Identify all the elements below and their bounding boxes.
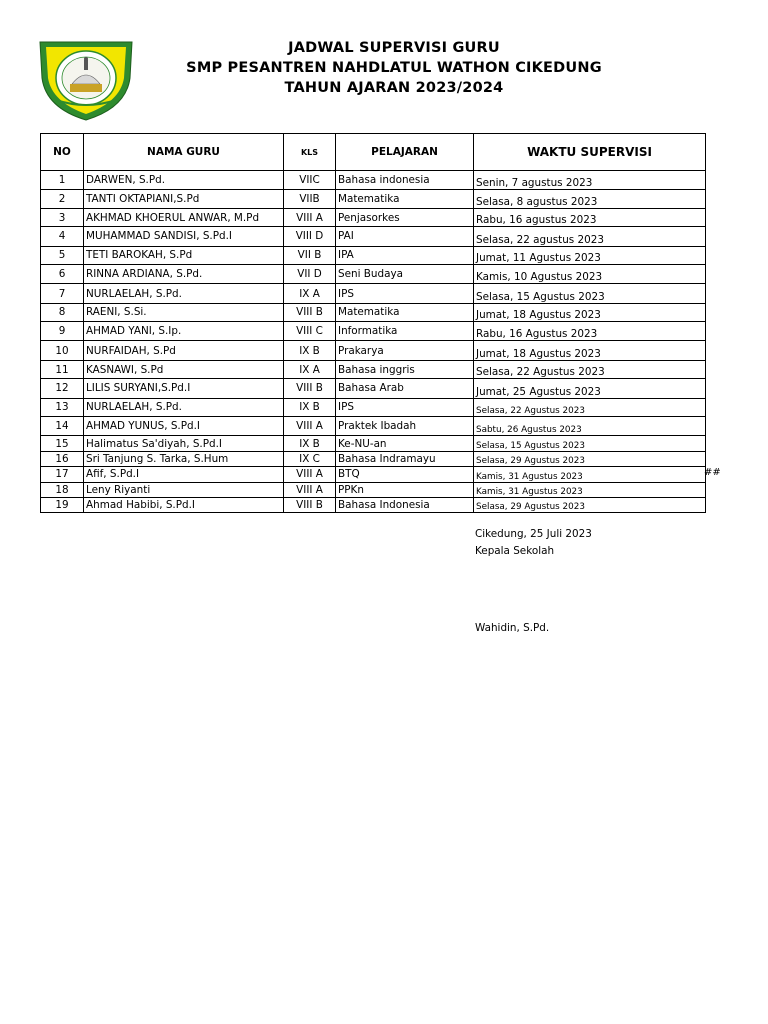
cell-pelajaran: Bahasa indonesia [336,171,474,190]
cell-waktu: Selasa, 22 agustus 2023 [474,227,706,246]
cell-kls: VII D [284,265,336,284]
cell-waktu: Kamis, 10 Agustus 2023 [474,265,706,284]
cell-waktu: Kamis, 31 Agustus 2023 [474,467,706,482]
table-row [41,467,706,482]
table-row [41,379,706,398]
table-row [41,208,706,227]
cell-waktu: Selasa, 15 Agustus 2023 [474,284,706,303]
signature-role: Kepala Sekolah [475,545,555,557]
cell-pelajaran: Penjasorkes [336,208,474,227]
table-row [41,322,706,341]
table-row [41,265,706,284]
title-line-3: TAHUN AJARAN 2023/2024 [284,80,504,96]
cell-kls: VII B [284,246,336,265]
cell-nama-guru: Afif, S.Pd.I [84,467,284,482]
header-kls: KLS [284,134,336,171]
cell-nama-guru: Sri Tanjung S. Tarka, S.Hum [84,451,284,466]
table-row [41,482,706,497]
cell-no: 15 [41,436,84,451]
cell-no: 6 [41,265,84,284]
table-row [41,341,706,360]
cell-no: 13 [41,398,84,417]
cell-kls: VIIC [284,171,336,190]
cell-nama-guru: NURFAIDAH, S.Pd [84,341,284,360]
cell-pelajaran: IPA [336,246,474,265]
cell-no: 9 [41,322,84,341]
cell-pelajaran: IPS [336,284,474,303]
cell-waktu: Kamis, 31 Agustus 2023 [474,482,706,497]
header-pelajaran: PELAJARAN [336,134,474,171]
cell-no: 17 [41,467,84,482]
table-row [41,189,706,208]
cell-kls: VIII C [284,322,336,341]
cell-no: 18 [41,482,84,497]
table-header-row [41,134,706,171]
cell-kls: IX B [284,341,336,360]
cell-kls: IX A [284,360,336,379]
cell-waktu: Selasa, 22 Agustus 2023 [474,360,706,379]
cell-no: 11 [41,360,84,379]
cell-no: 1 [41,171,84,190]
cell-no: 12 [41,379,84,398]
cell-pelajaran: Matematika [336,303,474,322]
cell-pelajaran: Ke-NU-an [336,436,474,451]
cell-kls: VIII D [284,227,336,246]
cell-no: 10 [41,341,84,360]
cell-nama-guru: MUHAMMAD SANDISI, S.Pd.I [84,227,284,246]
cell-pelajaran: Bahasa Arab [336,379,474,398]
signature-place-date: Cikedung, 25 Juli 2023 [475,528,592,540]
cell-no: 8 [41,303,84,322]
cell-pelajaran: Praktek Ibadah [336,417,474,436]
cell-no: 4 [41,227,84,246]
cell-waktu: Selasa, 8 agustus 2023 [474,189,706,208]
cell-kls: VIII A [284,417,336,436]
cell-no: 5 [41,246,84,265]
cell-waktu: Jumat, 25 Agustus 2023 [474,379,706,398]
cell-no: 2 [41,189,84,208]
schedule-table [40,133,706,513]
cell-waktu: Selasa, 22 Agustus 2023 [474,398,706,417]
title-line-2: SMP PESANTREN NAHDLATUL WATHON CIKEDUNG [186,60,602,76]
table-row [41,284,706,303]
cell-nama-guru: RAENI, S.Si. [84,303,284,322]
cell-waktu: Rabu, 16 Agustus 2023 [474,322,706,341]
table-row [41,398,706,417]
cell-pelajaran: IPS [336,398,474,417]
cell-waktu: Senin, 7 agustus 2023 [474,171,706,190]
signature-name: Wahidin, S.Pd. [475,622,550,634]
cell-kls: VIII A [284,467,336,482]
cell-pelajaran: Bahasa Indonesia [336,497,474,512]
table-row [41,303,706,322]
table-row [41,246,706,265]
cell-nama-guru: DARWEN, S.Pd. [84,171,284,190]
table-row [41,436,706,451]
cell-kls: IX B [284,436,336,451]
cell-kls: VIII B [284,379,336,398]
cell-nama-guru: NURLAELAH, S.Pd. [84,284,284,303]
cell-waktu: Jumat, 18 Agustus 2023 [474,303,706,322]
cell-nama-guru: Halimatus Sa'diyah, S.Pd.I [84,436,284,451]
cell-waktu: Selasa, 15 Agustus 2023 [474,436,706,451]
cell-kls: IX B [284,398,336,417]
cell-nama-guru: AKHMAD KHOERUL ANWAR, M.Pd [84,208,284,227]
cell-kls: IX A [284,284,336,303]
cell-nama-guru: NURLAELAH, S.Pd. [84,398,284,417]
table-row [41,417,706,436]
cell-waktu: Selasa, 29 Agustus 2023 [474,497,706,512]
cell-kls: VIIB [284,189,336,208]
cell-kls: VIII B [284,303,336,322]
cell-waktu: Selasa, 29 Agustus 2023 [474,451,706,466]
cell-nama-guru: RINNA ARDIANA, S.Pd. [84,265,284,284]
cell-pelajaran: Matematika [336,189,474,208]
cell-nama-guru: Ahmad Habibi, S.Pd.I [84,497,284,512]
cell-nama-guru: AHMAD YANI, S.Ip. [84,322,284,341]
cell-no: 14 [41,417,84,436]
cell-nama-guru: TETI BAROKAH, S.Pd [84,246,284,265]
table-row [41,171,706,190]
cell-nama-guru: KASNAWI, S.Pd [84,360,284,379]
header-nama-guru: NAMA GURU [84,134,284,171]
cell-waktu: Rabu, 16 agustus 2023 [474,208,706,227]
cell-nama-guru: TANTI OKTAPIANI,S.Pd [84,189,284,208]
header-waktu-supervisi: WAKTU SUPERVISI [474,134,706,171]
cell-no: 19 [41,497,84,512]
table-row [41,497,706,512]
cell-pelajaran: Prakarya [336,341,474,360]
cell-pelajaran: Informatika [336,322,474,341]
cell-kls: IX C [284,451,336,466]
cell-kls: VIII A [284,482,336,497]
header-no: NO [41,134,84,171]
overflow-mark: ## [704,467,721,478]
title-line-1: JADWAL SUPERVISI GURU [288,40,500,56]
cell-no: 7 [41,284,84,303]
table-row [41,227,706,246]
cell-no: 16 [41,451,84,466]
cell-waktu: Jumat, 11 Agustus 2023 [474,246,706,265]
cell-kls: VIII A [284,208,336,227]
cell-nama-guru: AHMAD YUNUS, S.Pd.I [84,417,284,436]
cell-nama-guru: Leny Riyanti [84,482,284,497]
cell-pelajaran: Seni Budaya [336,265,474,284]
cell-pelajaran: Bahasa Indramayu [336,451,474,466]
cell-pelajaran: PAI [336,227,474,246]
cell-pelajaran: PPKn [336,482,474,497]
cell-nama-guru: LILIS SURYANI,S.Pd.I [84,379,284,398]
cell-waktu: Sabtu, 26 Agustus 2023 [474,417,706,436]
cell-pelajaran: BTQ [336,467,474,482]
cell-kls: VIII B [284,497,336,512]
cell-pelajaran: Bahasa inggris [336,360,474,379]
table-row [41,360,706,379]
cell-waktu: Jumat, 18 Agustus 2023 [474,341,706,360]
cell-no: 3 [41,208,84,227]
table-row [41,451,706,466]
